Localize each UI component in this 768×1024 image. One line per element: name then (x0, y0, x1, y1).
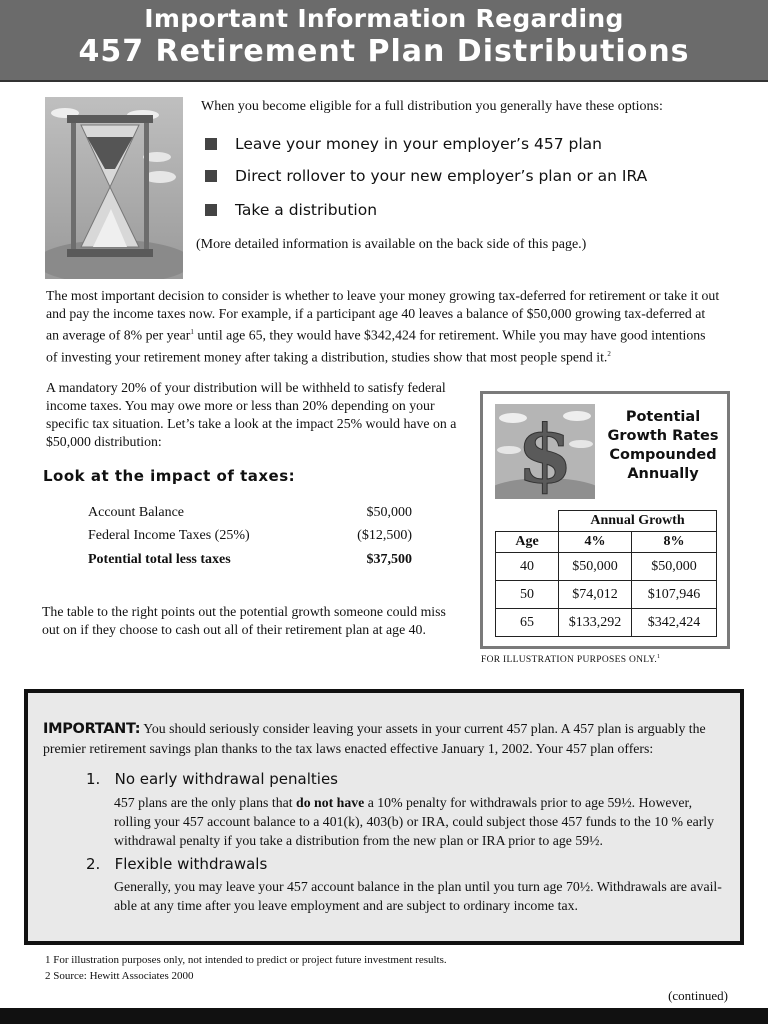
table-row (496, 581, 717, 609)
option-label: Leave your money in your employer’s 457 plan (235, 135, 602, 153)
option-item (205, 201, 377, 219)
offer-item-title (86, 770, 338, 788)
footnote-mark: 2 (607, 349, 611, 358)
footnote: 1 For illustration purposes only, not intended to predict or project future investment results. (45, 954, 447, 966)
important-text: You should seriously consider leaving your assets in your current 457 plan. A 457 plan is arguably the (140, 721, 706, 736)
more-info-note: (More detailed information is available on the back side of this page.) (196, 237, 587, 252)
option-item (205, 167, 647, 185)
paragraph-line (46, 323, 746, 345)
option-label: Take a distribution (235, 201, 378, 219)
table-header-row (496, 511, 717, 532)
impact-row-label: Federal Income Taxes (25%) (88, 528, 250, 543)
impact-row-label: Potential total less taxes (88, 552, 231, 567)
intro-text: When you become eligible for a full distribution you generally have these options: (201, 99, 663, 114)
item-number: 2. (86, 855, 101, 873)
bullet-square-icon (205, 204, 217, 216)
option-item (205, 135, 602, 153)
annual-growth-header: Annual Growth (559, 511, 717, 532)
important-intro (43, 719, 733, 758)
value-cell: $107,946 (632, 581, 717, 609)
value-cell: $342,424 (632, 609, 717, 637)
header-title-line2: 457 Retirement Plan Distributions (78, 34, 690, 69)
paragraph-line: A mandatory 20% of your distribution will be withheld to satisfy federal (46, 380, 446, 395)
offer-item-body (114, 793, 739, 850)
important-line (43, 719, 733, 739)
body-fragment: 457 plans are the only plans that (114, 795, 297, 810)
offer-item-title (86, 855, 267, 873)
page-header (0, 0, 768, 82)
title-line: Compounded (609, 447, 717, 463)
age-header: Age (496, 532, 559, 553)
title-line: Annually (627, 466, 699, 482)
paragraph-line: specific tax situation. Let’s take a look at the impact 25% would have on a (46, 416, 457, 431)
dollar-sign-illustration (495, 404, 595, 499)
option-label: Direct rollover to your new employer’s plan or an IRA (235, 167, 648, 185)
item-number: 1. (86, 770, 101, 788)
item-body-line: able at any time after you leave employment and are subject to ordinary income tax. (114, 898, 578, 913)
impact-row-label: Account Balance (88, 505, 185, 520)
withholding-paragraph (46, 379, 466, 451)
item-title-text: No early withdrawal penalties (114, 770, 338, 788)
value-cell: $133,292 (559, 609, 632, 637)
value-cell: $74,012 (559, 581, 632, 609)
paragraph-fragment: an average of 8% per year (46, 327, 191, 343)
paragraph-line: $50,000 distribution: (46, 434, 162, 449)
paragraph-fragment: until age 65, they would have $342,424 for retirement. While you may have good intentions (193, 327, 706, 343)
svg-text:$: $ (517, 407, 573, 499)
bullet-square-icon (205, 170, 217, 182)
value-cell: $50,000 (559, 553, 632, 581)
item-body-line: withdrawal penalty if you take a distribution from the new plan or IRA prior to age 59½. (114, 833, 603, 848)
table-row (496, 609, 717, 637)
footnote-mark: 1 (657, 654, 661, 660)
title-line: Growth Rates (607, 428, 719, 444)
continued-label: (continued) (668, 988, 728, 1003)
growth-rates-panel (480, 391, 730, 649)
footnote: 2 Source: Hewitt Associates 2000 (45, 970, 194, 982)
age-cell: 50 (496, 581, 559, 609)
bullet-square-icon (205, 138, 217, 150)
rate-header: 4% (559, 532, 632, 553)
rate-header: 8% (632, 532, 717, 553)
table-header-row (496, 532, 717, 553)
paragraph-line: The table to the right points out the potential growth someone could miss (42, 604, 446, 619)
item-body-line: Generally, you may leave your 457 account balance in the plan until you turn age 70½. Withdrawals are avail- (114, 879, 722, 894)
impact-row-value: $50,000 (366, 505, 412, 520)
important-label: IMPORTANT: (43, 721, 141, 737)
paragraph-line: and pay the income taxes now. For example, if a participant age 40 leaves a balance of $50,000 growing tax-deferred at (46, 306, 706, 321)
footnote-mark: 1 (190, 328, 194, 336)
offer-item-body (114, 877, 739, 915)
paragraph-line: out on if they choose to cash out all of their retirement plan at age 40. (42, 622, 426, 637)
body-fragment: a 10% penalty for withdrawals prior to age 59½. However, (364, 795, 693, 810)
value-cell: $50,000 (632, 553, 717, 581)
item-body-line (114, 793, 739, 812)
growth-table (495, 510, 717, 637)
item-body-line: rolling your 457 account balance to a 401(k), 403(b) or IRA, could subject those 457 funds to the 10 % early (114, 814, 715, 829)
table-reference-paragraph (42, 603, 472, 639)
item-title-text: Flexible withdrawals (114, 855, 268, 873)
paragraph-line: income taxes. You may owe more or less than 20% depending on your (46, 398, 435, 413)
hourglass-illustration (45, 97, 183, 279)
table-row (496, 553, 717, 581)
bottom-bar (0, 1008, 768, 1024)
paragraph-line (46, 345, 746, 367)
impact-heading: Look at the impact of taxes: (43, 467, 296, 485)
paragraph-line: The most important decision to consider is whether to leave your money growing tax-deferred for retirement or take it out (46, 288, 720, 303)
paragraph-fragment: of investing your retirement money after taking a distribution, studies show that most people spend it. (46, 349, 608, 365)
impact-row-value: ($12,500) (357, 528, 412, 543)
body-bold-fragment: do not have (296, 795, 365, 810)
header-title-line1: Important Information Regarding (144, 4, 624, 33)
growth-panel-title (598, 408, 728, 484)
illustration-note (481, 654, 660, 665)
decision-paragraph (46, 287, 746, 366)
impact-row-value: $37,500 (366, 552, 412, 567)
note-text: FOR ILLUSTRATION PURPOSES ONLY. (481, 655, 658, 666)
title-line: Potential (625, 409, 701, 425)
important-notice-box (24, 689, 744, 945)
age-cell: 65 (496, 609, 559, 637)
important-line: premier retirement savings plan thanks to the tax laws enacted effective January 1, 2002. Your 457 plan offers: (43, 741, 654, 756)
age-cell: 40 (496, 553, 559, 581)
